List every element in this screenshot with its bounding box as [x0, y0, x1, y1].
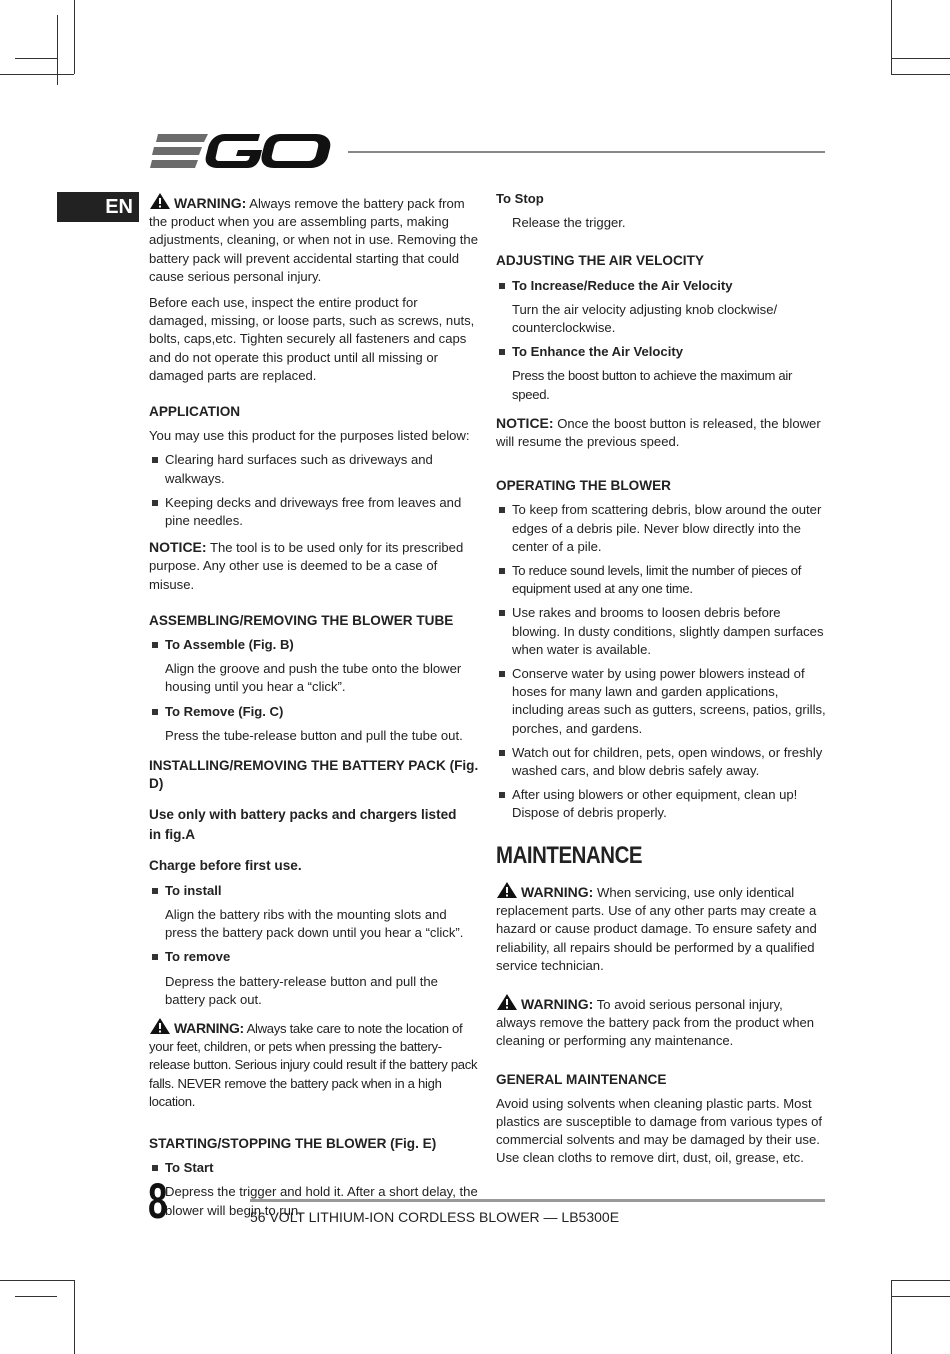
assemble-text: Align the groove and push the tube onto the blower housing until you hear a “click”.	[165, 661, 462, 695]
general-maintenance-heading: GENERAL MAINTENANCE	[496, 1071, 667, 1087]
warning-triangle-icon	[149, 192, 171, 210]
stop-title: To Stop	[496, 191, 544, 206]
crop-mark	[891, 1280, 892, 1354]
crop-mark	[15, 58, 57, 59]
crop-mark	[0, 1280, 74, 1281]
footer-text: 56 VOLT LITHIUM-ION CORDLESS BLOWER — LB5300E	[250, 1209, 620, 1225]
warning-triangle-icon	[496, 993, 518, 1011]
warning-text: When servicing, use only identical replacement parts. Use of any other parts may create a hazard or cause product damage. To ensure safety and reliability, all repairs should be performed by a qualified service technician.	[496, 884, 817, 973]
left-column	[149, 188, 479, 1220]
start-stop-heading: STARTING/STOPPING THE BLOWER (Fig. E)	[149, 1135, 437, 1151]
list-item: Keeping decks and driveways free from leaves and pine needles.	[149, 494, 479, 530]
velocity-steps-2	[496, 343, 826, 361]
velocity-steps	[496, 277, 826, 295]
warning-text: Always take care to note the location of your feet, children, or pets when pressing the battery-release button. Serious injury could result if the battery pack falls. NEVER remove the battery pack when in a high location.	[149, 1020, 478, 1109]
list-item: To reduce sound levels, limit the number of pieces of equipment used at any one time.	[496, 562, 826, 598]
notice-label: NOTICE:	[149, 539, 207, 556]
warning-paragraph	[149, 1017, 479, 1111]
crop-mark	[891, 0, 892, 74]
notice-text: The tool is to be used only for its prescribed purpose. Any other use is deemed to be a case of misuse.	[149, 540, 464, 592]
warning-paragraph	[496, 881, 826, 975]
notice-paragraph	[149, 538, 479, 594]
blower-tube-heading: ASSEMBLING/REMOVING THE BLOWER TUBE	[149, 612, 454, 628]
enhance-text: Press the boost button to achieve the maximum air speed.	[512, 368, 793, 402]
battery-steps-2	[149, 948, 479, 966]
stop-text: Release the trigger.	[512, 215, 626, 231]
warning-label: WARNING:	[174, 1019, 244, 1036]
inspect-paragraph: Before each use, inspect the entire product for damaged, missing, or loose parts, such as screws, nuts, bolts, caps,etc. Tighten securely all fasteners and caps and do not operate this product until all missing or damaged parts are replaced.	[149, 295, 475, 383]
install-text: Align the battery ribs with the mounting slots and press the battery pack down until you hear a “click”.	[165, 906, 464, 941]
enhance-title: To Enhance the Air Velocity	[496, 343, 826, 361]
start-text: Depress the trigger and hold it. After a short delay, the blower will begin to run.	[165, 1184, 478, 1218]
crop-mark	[891, 1296, 950, 1297]
tube-steps-2	[149, 703, 479, 721]
right-column	[496, 188, 826, 1168]
crop-mark	[0, 74, 74, 75]
crop-mark	[891, 58, 950, 59]
increase-text: Turn the air velocity adjusting knob clockwise/ counterclockwise.	[512, 301, 778, 336]
warning-label: WARNING:	[521, 995, 594, 1012]
warning-label: WARNING:	[174, 195, 247, 211]
battery-heading: INSTALLING/REMOVING THE BATTERY PACK (Fig. D)	[149, 758, 479, 792]
assemble-title: To Assemble (Fig. B)	[149, 636, 479, 654]
warning-triangle-icon	[496, 881, 518, 899]
list-item: Watch out for children, pets, open windows, or freshly washed cars, and blow debris safely away.	[496, 744, 826, 780]
application-intro: You may use this product for the purposes listed below:	[149, 428, 470, 444]
remove-title: To Remove (Fig. C)	[149, 703, 479, 721]
general-maintenance-text: Avoid using solvents when cleaning plastic parts. Most plastics are susceptible to damage from various types of commercial solvents and may be damaged by their use. Use clean cloths to remove dirt, dust, oil, grease, etc.	[496, 1095, 823, 1166]
crop-mark	[15, 1296, 57, 1297]
notice-paragraph	[496, 414, 826, 451]
install-title: To install	[149, 882, 479, 900]
list-item: Clearing hard surfaces such as driveways and walkways.	[149, 451, 479, 487]
battery-only-with: Use only with battery packs and chargers listed in fig.A	[149, 807, 457, 843]
crop-mark	[891, 74, 950, 75]
crop-mark	[891, 1280, 950, 1281]
start-title: To Start	[149, 1159, 479, 1177]
footer-rule	[250, 1199, 825, 1202]
warning-text: Always remove the battery pack from the product when you are assembling parts, making adjustments, cleaning, or when not in use. Removing the battery pack will prevent accidental starting that could cause serious personal injury.	[149, 196, 478, 284]
crop-mark	[74, 1280, 75, 1354]
maintenance-heading: MAINTENANCE	[496, 841, 643, 869]
battery-steps	[149, 882, 479, 900]
warning-paragraph	[149, 192, 479, 286]
operating-heading: OPERATING THE BLOWER	[496, 478, 671, 494]
start-steps	[149, 1159, 479, 1177]
page-number: 8	[148, 1173, 168, 1229]
remove-text: Press the tube-release button and pull the tube out.	[165, 727, 463, 743]
warning-text: To avoid serious personal injury, always remove the battery pack from the product when cleaning or performing any maintenance.	[496, 996, 815, 1049]
operating-list	[496, 501, 826, 822]
notice-text: Once the boost button is released, the blower will resume the previous speed.	[496, 415, 821, 450]
list-item: Use rakes and brooms to loosen debris before blowing. In dusty conditions, slightly dampen surfaces when water is available.	[496, 604, 826, 659]
ego-logo	[150, 130, 332, 172]
warning-label: WARNING:	[521, 883, 594, 900]
application-heading: APPLICATION	[149, 404, 241, 420]
header-rule	[348, 151, 825, 153]
warning-paragraph	[496, 993, 826, 1051]
list-item: To keep from scattering debris, blow around the outer edges of a debris pile. Never blow directly into the center of a pile.	[496, 501, 826, 556]
air-velocity-heading: ADJUSTING THE AIR VELOCITY	[496, 253, 704, 269]
battery-remove-text: Depress the battery-release button and pull the battery pack out.	[165, 973, 438, 1007]
warning-triangle-icon	[149, 1017, 171, 1035]
crop-mark	[74, 0, 75, 74]
battery-remove-title: To remove	[149, 948, 479, 966]
tube-steps	[149, 636, 479, 654]
list-item: After using blowers or other equipment, clean up! Dispose of debris properly.	[496, 786, 826, 822]
application-list	[149, 451, 479, 530]
battery-charge: Charge before first use.	[149, 858, 302, 874]
notice-label: NOTICE:	[496, 414, 554, 431]
list-item: Conserve water by using power blowers instead of hoses for many lawn and garden applications, including areas such as gutters, screens, patios, grills, porches, and gardens.	[496, 665, 826, 738]
language-tab: EN	[57, 192, 139, 222]
increase-title: To Increase/Reduce the Air Velocity	[496, 277, 826, 295]
